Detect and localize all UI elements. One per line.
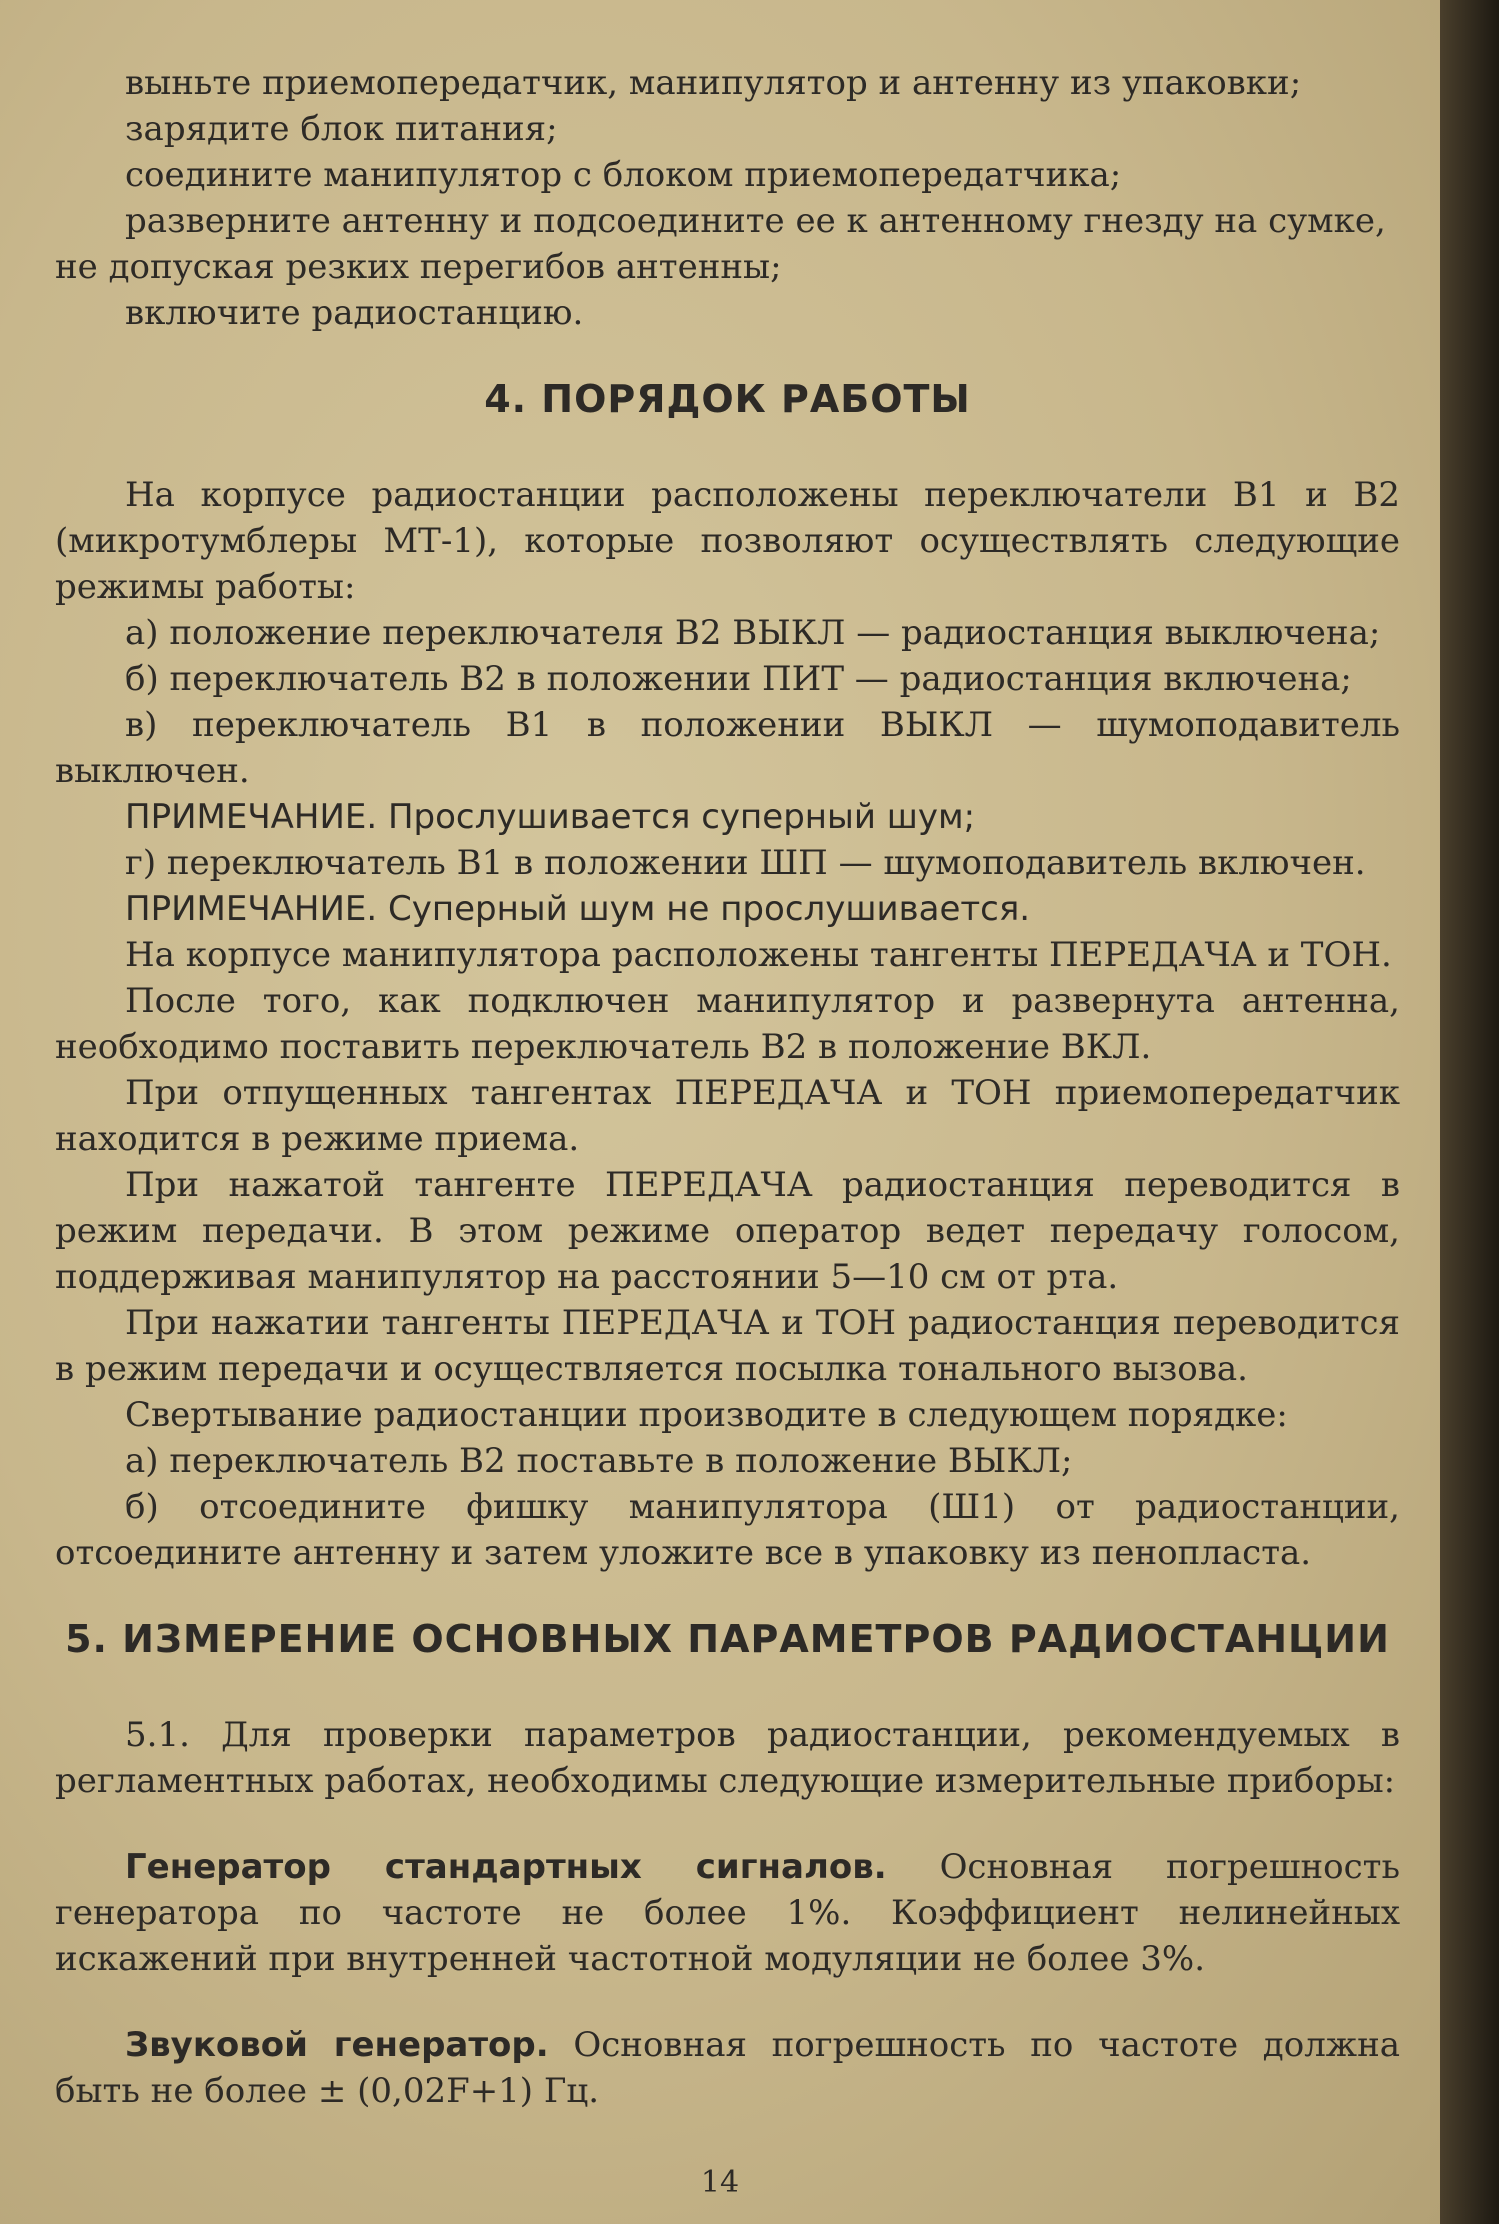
section-5-heading: 5. ИЗМЕРЕНИЕ ОСНОВНЫХ ПАРАМЕТРОВ РАДИОСТАНЦИИ — [65, 1617, 1390, 1661]
page-number: 14 — [700, 2165, 740, 2200]
intro-step: разверните антенну и подсоедините ее к антенному гнезду на сумке, не допуская резких перегибов антенны; — [55, 201, 1386, 287]
mode-a: а) положение переключателя В2 ВЫКЛ — радиостанция выключена; — [125, 613, 1381, 653]
intro-steps-list — [55, 60, 1400, 336]
mode-c: в) переключатель В1 в положении ВЫКЛ — шумоподавитель выключен. — [55, 705, 1400, 791]
signal-generator-text: Основная погрешность генератора по частоте не более 1%. Коэффициент нелинейных искажений при внутренней частотной модуляции не более 3%. — [55, 1847, 1400, 1979]
intro-step: зарядите блок питания; — [125, 109, 558, 149]
mode-b: б) переключатель В2 в положении ПИТ — радиостанция включена; — [125, 659, 1352, 699]
mode-d: г) переключатель В1 в положении ШП — шумоподавитель включен. — [125, 843, 1366, 883]
section-4-intro: На корпусе радиостанции расположены переключатели В1 и В2 (микротумблеры МТ-1), которые позволяют осуществлять следующие режимы работы: — [55, 475, 1400, 607]
section-5-1-paragraph: 5.1. Для проверки параметров радиостанции, рекомендуемых в регламентных работах, необходимы следующие измерительные приборы: — [55, 1715, 1400, 1801]
sound-generator-term: Звуковой генератор. — [125, 2025, 549, 2065]
signal-generator-term: Генератор стандартных сигналов. — [125, 1847, 887, 1887]
section-4-heading: 4. ПОРЯДОК РАБОТЫ — [484, 377, 971, 421]
tangents-paragraph: На корпусе манипулятора расположены тангенты ПЕРЕДАЧА и ТОН. — [125, 935, 1392, 975]
fold-step-b: б) отсоедините фишку манипулятора (Ш1) от радиостанции, отсоедините антенну и затем уложите все в упаковку из пенопласта. — [55, 1487, 1400, 1573]
sound-generator-text: Основная погрешность по частоте должна быть не более ± (0,02F+1) Гц. — [55, 2025, 1401, 2111]
folding-paragraph: Свертывание радиостанции производите в следующем порядке: — [125, 1395, 1288, 1435]
sound-generator-paragraph — [55, 2022, 1400, 2114]
fold-step-a: а) переключатель В2 поставьте в положение ВЫКЛ; — [125, 1441, 1073, 1481]
transmit-paragraph: При нажатой тангенте ПЕРЕДАЧА радиостанция переводится в режим передачи. В этом режиме оператор ведет передачу голосом, поддерживая манипулятор на расстоянии 5—10 см от рта. — [55, 1165, 1400, 1297]
intro-step: соедините манипулятор с блоком приемопередатчика; — [125, 155, 1122, 195]
connect-paragraph: После того, как подключен манипулятор и развернута антенна, необходимо поставить переключатель В2 в положение ВКЛ. — [55, 981, 1400, 1067]
intro-step: выньте приемопередатчик, манипулятор и антенну из упаковки; — [125, 63, 1302, 103]
book-spine-edge — [1440, 0, 1499, 2224]
note-2: ПРИМЕЧАНИЕ. Суперный шум не прослушивается. — [125, 889, 1031, 929]
intro-step: включите радиостанцию. — [125, 293, 584, 333]
signal-generator-paragraph — [55, 1844, 1400, 1982]
note-1: ПРИМЕЧАНИЕ. Прослушивается суперный шум; — [125, 797, 976, 837]
tone-paragraph: При нажатии тангенты ПЕРЕДАЧА и ТОН радиостанция переводится в режим передачи и осуществляется посылка тонального вызова. — [55, 1303, 1400, 1389]
receive-paragraph: При отпущенных тангентах ПЕРЕДАЧА и ТОН приемопередатчик находится в режиме приема. — [55, 1073, 1400, 1159]
